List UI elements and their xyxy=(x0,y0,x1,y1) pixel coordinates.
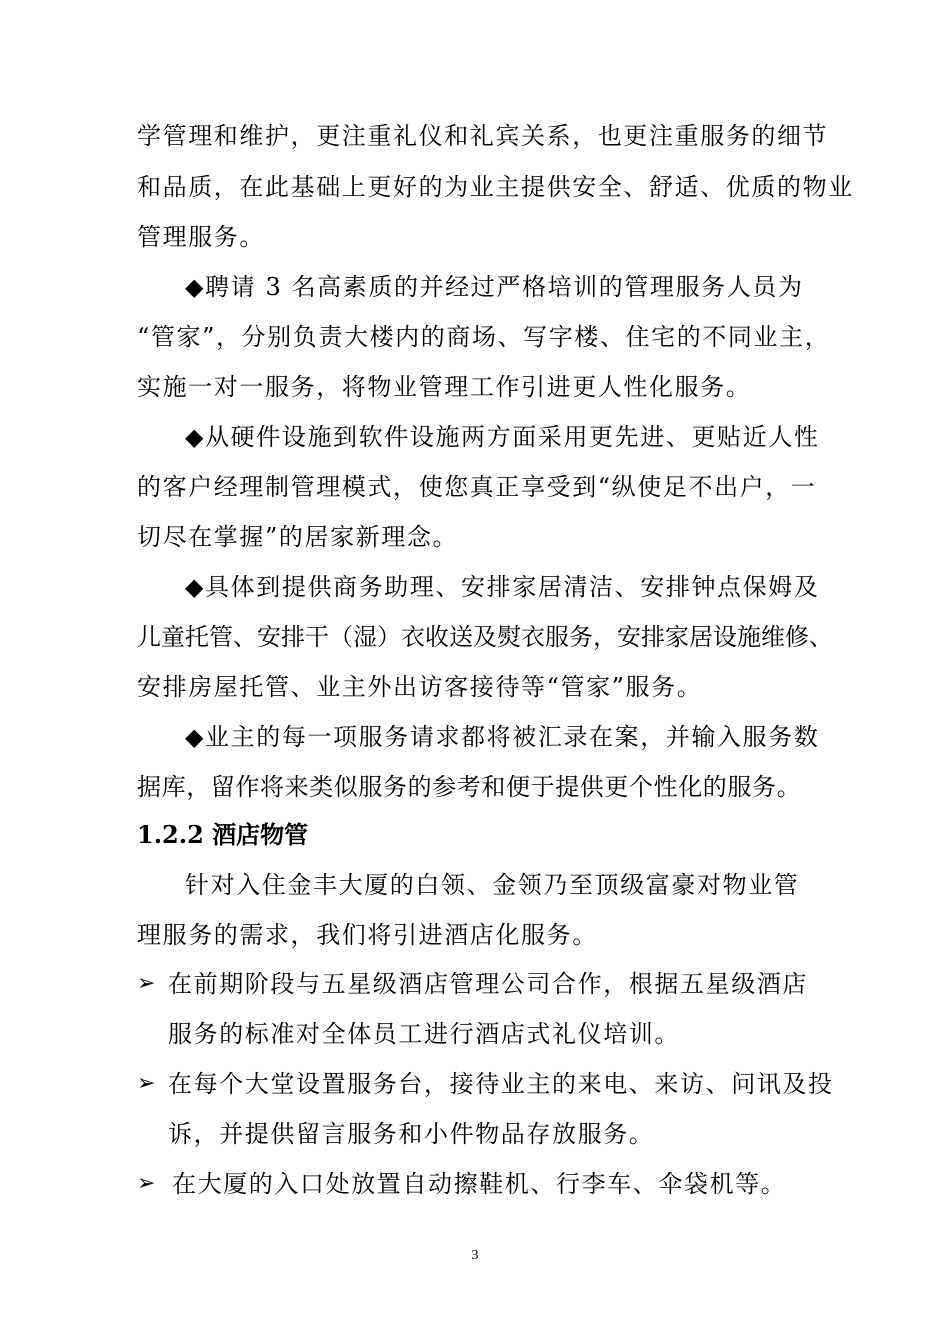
p4-line-1: ◆具体到提供商务助理、安排家居清洁、安排钟点保姆及 xyxy=(185,573,820,601)
bullet-3-line-1: 在大厦的入口处放置自动擦鞋机、行李车、伞袋机等。 xyxy=(172,1170,787,1198)
p5-line-2: 据库，留作将来类似服务的参考和便于提供更个性化的服务。 xyxy=(137,773,802,801)
section-intro-line-2: 理服务的需求，我们将引进酒店化服务。 xyxy=(137,921,598,949)
p1-line-1: 学管理和维护，更注重礼仪和礼宾关系，也更注重服务的细节 xyxy=(137,122,829,150)
arrow-bullet-icon: ➢ xyxy=(137,1171,156,1196)
p1-line-2: 和品质，在此基础上更好的为业主提供安全、舒适、优质的物业 xyxy=(137,173,854,201)
p4-line-2: 儿童托管、安排干（湿）衣收送及熨衣服务，安排家居设施维修、 xyxy=(137,623,833,651)
page-number: 3 xyxy=(471,1248,479,1263)
bullet-1-line-1: 在前期阶段与五星级酒店管理公司合作，根据五星级酒店 xyxy=(168,970,808,998)
bullet-2-line-2: 诉，并提供留言服务和小件物品存放服务。 xyxy=(168,1120,655,1148)
bullet-1-line-2: 服务的标准对全体员工进行酒店式礼仪培训。 xyxy=(168,1020,680,1048)
p2-line-3: 实施一对一服务，将物业管理工作引进更人性化服务。 xyxy=(137,373,752,401)
section-heading: 1.2.2 酒店物管 xyxy=(137,820,309,849)
bullet-2-line-1: 在每个大堂设置服务台，接待业主的来电、来访、问讯及投 xyxy=(168,1070,834,1098)
p3-line-3: 切尽在掌握”的居家新理念。 xyxy=(137,523,459,551)
p3-line-1: ◆从硬件设施到软件设施两方面采用更先进、更贴近人性 xyxy=(185,423,820,451)
arrow-bullet-icon: ➢ xyxy=(137,1071,156,1096)
p1-line-3: 管理服务。 xyxy=(137,223,265,251)
arrow-bullet-icon: ➢ xyxy=(137,971,156,996)
p5-line-1: ◆业主的每一项服务请求都将被汇录在案，并输入服务数 xyxy=(185,723,820,751)
p4-line-3: 安排房屋托管、业主外出访客接待等“管家”服务。 xyxy=(137,673,703,701)
p3-line-2: 的客户经理制管理模式，使您真正享受到“纵使足不出户，一 xyxy=(137,473,817,501)
p2-line-1: ◆聘请 3 名高素质的并经过严格培训的管理服务人员为 xyxy=(185,273,804,301)
p2-line-2: “管家”，分别负责大楼内的商场、写字楼、住宅的不同业主， xyxy=(137,323,831,351)
section-intro-line-1: 针对入住金丰大厦的白领、金领乃至顶级富豪对物业管 xyxy=(185,871,800,899)
